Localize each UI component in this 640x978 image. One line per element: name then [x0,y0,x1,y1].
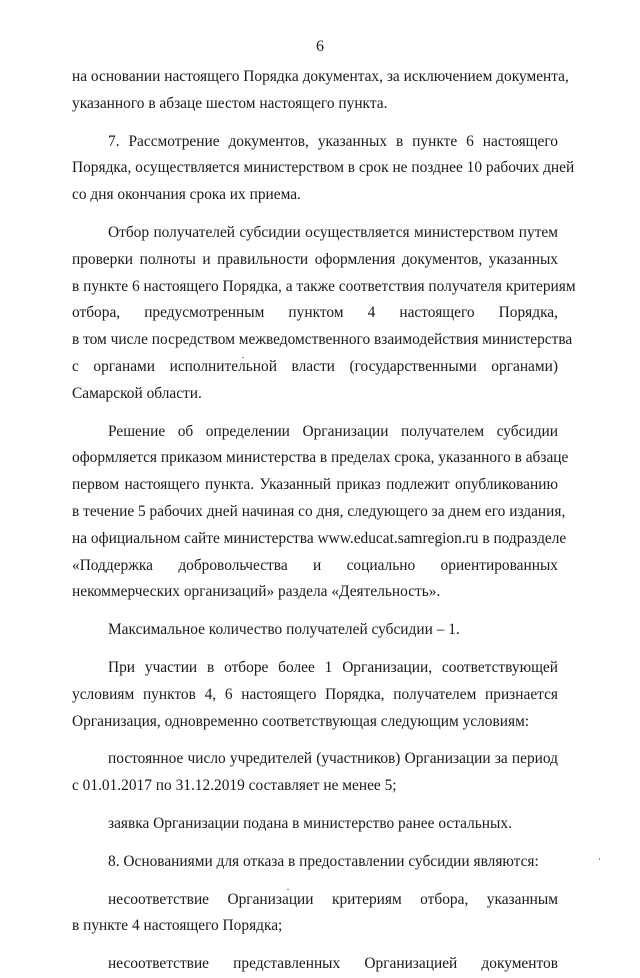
text-line: с 01.01.2017 по 31.12.2019 составляет не менее 5; [72,777,397,795]
scan-speck [599,858,600,860]
text-line: Порядка, осуществляется министерством в срок не позднее 10 рабочих дней [72,159,575,177]
paragraph-continuation [72,64,569,118]
text-line: заявка Организации подана в министерство ранее остальных. [108,814,512,832]
text-line: с органами исполнительной власти (государственными органами) [72,357,558,375]
text-line: Организация, одновременно соответствующая следующим условиям: [72,712,530,730]
text-line: в том числе посредством межведомственного взаимодействия министерства [72,331,573,349]
text-line: «Поддержка добровольчества и социально ориентированных [72,556,558,574]
scan-speck [287,889,289,890]
text-line: в пункте 6 настоящего Порядка, а также соответствия получателя критериям [72,277,576,295]
text-line: При участии в отборе более 1 Организации, соответствующей [108,658,558,676]
text-line: проверки полноты и правильности оформления документов, указанных [72,250,558,268]
paragraph-refusal-documents [72,951,558,978]
text-line: со дня окончания срока их приема. [72,186,301,204]
text-line: несоответствие Организации критериям отбора, указанным [108,890,558,908]
text-line: Решение об определении Организации получателем субсидии [108,422,558,440]
text-line: 7. Рассмотрение документов, указанных в пункте 6 настоящего [108,132,558,150]
text-line: некоммерческих организаций» раздела «Деятельность». [72,583,441,601]
text-line: в течение 5 рабочих дней начиная со дня, следующего за днем его издания, [72,502,566,520]
document-body [72,64,576,978]
text-line: в пункте 4 настоящего Порядка; [72,917,283,935]
paragraph-refusal-criteria [72,887,558,941]
scan-speck [242,357,244,358]
paragraph-item-7 [72,129,575,209]
page-number: 6 [316,38,324,55]
text-line: Самарской области. [72,384,202,402]
paragraph-selection [72,220,576,408]
text-line: несоответствие представленных Организацией документов [108,955,558,973]
paragraph-max-recipients [72,617,558,644]
text-line: 8. Основаниями для отказа в предоставлении субсидии являются: [108,852,539,870]
text-line: Максимальное количество получателей субсидии – 1. [108,621,460,639]
text-line: оформляется приказом министерства в пределах срока, указанного в абзаце [72,449,569,467]
text-line: на официальном сайте министерства www.educat.samregion.ru в подразделе [72,529,567,547]
text-line: отбора, предусмотренным пунктом 4 настоящего Порядка, [72,304,558,322]
text-line: условиям пунктов 4, 6 настоящего Порядка, получателем признается [72,685,558,703]
text-line: Отбор получателей субсидии осуществляется министерством путем [108,223,558,241]
paragraph-item-8 [72,849,558,876]
text-line: постоянное число учредителей (участников) Организации за период [108,750,558,768]
text-line: на основании настоящего Порядка документах, за исключением документа, [72,68,569,85]
text-line: указанного в абзаце шестом настоящего пункта. [72,94,388,112]
paragraph-multiple-participants [72,655,558,735]
paragraph-application-condition [72,811,558,838]
paragraph-decision [72,419,569,607]
paragraph-founders-condition [72,746,558,800]
text-line: первом настоящего пункта. Указанный приказ подлежит опубликованию [72,476,558,494]
